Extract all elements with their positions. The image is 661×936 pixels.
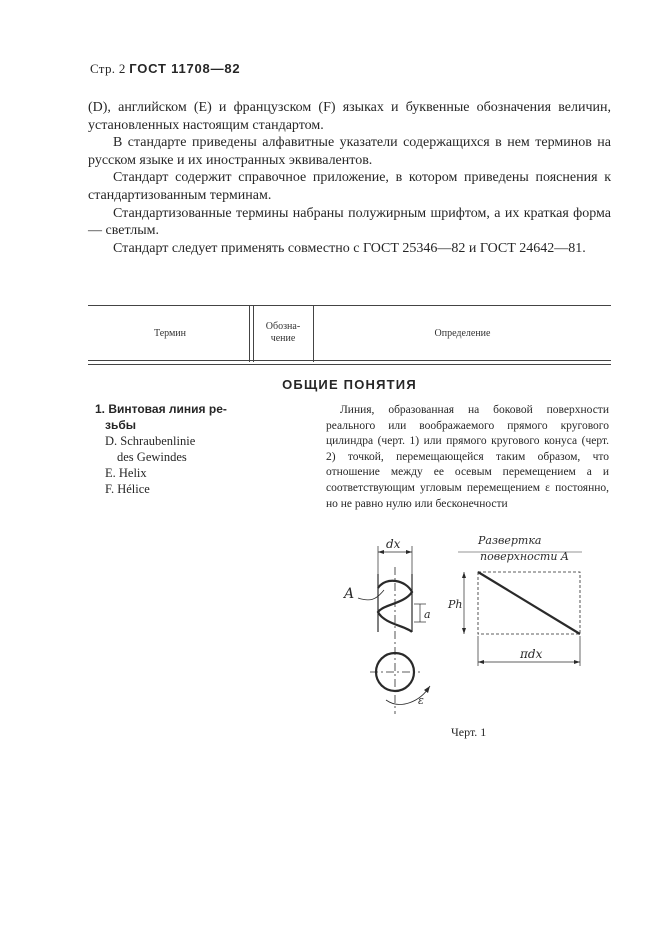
arrow-head <box>462 572 466 578</box>
leader-line-a <box>358 590 384 600</box>
helix-drawing <box>340 532 610 732</box>
term-entry <box>95 401 245 497</box>
intro-paragraph: (D), английском (E) и французском (F) языках и буквенные обозначения величин, установленных настоящим стандартом. <box>88 100 611 133</box>
figure-caption: Черт. 1 <box>451 725 487 739</box>
column-header-designation-line: чение <box>270 333 296 344</box>
term-english: E. Helix <box>105 466 147 480</box>
term-german: D. Schraubenlinie <box>105 434 196 448</box>
term-definition: Линия, образованная на боковой поверхности реального или воображаемого прямого кругового цилиндра (черт. 1) или прямого кругового конуса (черт. 2) точкой, перемещающейся таким образом, что отношение между ее осевым перемещением a и соответствующим угловым перемещением ε постоянно, но не равно нулю или бесконечности <box>326 404 609 510</box>
table-top-rule <box>88 305 611 306</box>
section-title: ОБЩИЕ ПОНЯТИЯ <box>282 377 417 392</box>
column-header-term: Термин <box>153 328 187 339</box>
arrow-head <box>406 550 412 554</box>
label-a-step: a <box>424 608 431 621</box>
arrow-head <box>478 660 484 664</box>
unfold-title-line2: поверхности A <box>480 550 569 563</box>
label-a-surface: A <box>344 586 355 602</box>
term-name: зьбы <box>105 418 137 432</box>
arrow-head <box>574 660 580 664</box>
page-header <box>90 61 240 77</box>
intro-paragraph: Стандарт следует применять совместно с ГОСТ 25346—82 и ГОСТ 24642—81. <box>113 240 586 256</box>
table-column-divider <box>249 305 250 362</box>
intro-text <box>88 99 611 257</box>
intro-paragraph: В стандарте приведены алфавитные указатели содержащихся в нем терминов на русском языке и их иностранных эквивалентов. <box>88 135 611 168</box>
unfold-title-line1: Развертка <box>478 534 542 547</box>
column-header-definition: Определение <box>434 328 491 339</box>
column-header-designation <box>254 321 312 345</box>
column-header-designation-line: Обозна- <box>265 321 301 332</box>
arrow-head <box>378 550 384 554</box>
label-pidx: πdx <box>520 647 543 661</box>
arrow-head <box>462 628 466 634</box>
table-header-rule <box>88 364 611 365</box>
standard-number: ГОСТ 11708—82 <box>129 61 241 76</box>
table-header-rule <box>88 360 611 361</box>
term-german: des Gewindes <box>117 450 187 464</box>
intro-paragraph: Стандартизованные термины набраны полужирным шрифтом, а их краткая форма — светлым. <box>88 205 611 239</box>
term-name: 1. Винтовая линия ре- <box>95 402 227 416</box>
label-dx: dx <box>386 537 401 551</box>
page-number: Стр. 2 <box>90 61 126 76</box>
label-epsilon: ε <box>418 694 424 707</box>
term-french: F. Hélice <box>105 482 150 496</box>
unfold-diagonal <box>478 572 580 634</box>
intro-paragraph: Стандарт содержит справочное приложение, в котором приведены пояснения к стандартизованным терминам. <box>88 170 611 203</box>
arrow-head <box>424 686 430 693</box>
label-ph: Ph <box>448 598 463 611</box>
